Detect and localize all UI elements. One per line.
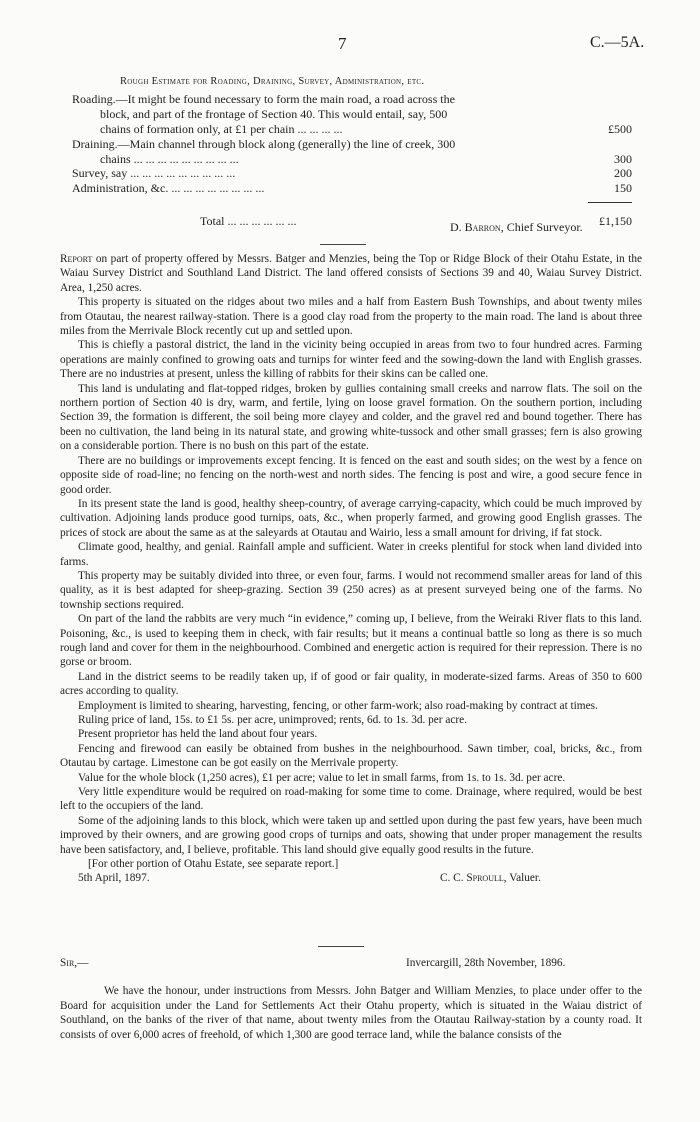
report-paragraph: This property is situated on the ridges about two miles and a half from Eastern Bush Townships, and about twenty miles from Otautau, the nearest railway-station. There is a good clay road from the property to the main road. The land is about three miles from the Merrivale Block recently cut up and settled upon.: [60, 296, 642, 338]
valuation-report: [60, 252, 642, 886]
total-rule: [588, 202, 632, 203]
letter-paragraph: We have the honour, under instructions from Messrs. John Batger and William Menzies, to place under offer to the Board for acquisition under the Land for Settlements Act their Otahu property, which is situated in the Waiau district of Southland, on the banks of the river of that name, about twenty miles from the Otautau Railway-station by a county road. It consists of over 6,000 acres of freehold, of which 1,300 are good terrace land, while the balance consists of the: [60, 985, 642, 1041]
letter-header: [60, 956, 642, 972]
report-paragraph: Some of the adjoining lands to this block, which were taken up and settled upon during the past few years, have been much improved by their owners, and are growing good crops of turnips and oats, showing that under proper management the results have been satisfactory, and, I believe, profitable. This land should give equally good results in the future.: [60, 814, 642, 856]
section-divider: [320, 244, 366, 245]
valuer-title: , Valuer.: [503, 872, 541, 885]
letter-salutation: Sir,—: [60, 957, 89, 969]
estimate-line: [72, 152, 632, 167]
report-paragraph: There are no buildings or improvements except fencing. It is fenced on the east and south sides; on the west by a fence on opposite side of road-line; no fencing on the north-west and north sides. The fencing is post and wire, a good secure fence in good order.: [60, 454, 642, 496]
report-paragraph: Value for the whole block (1,250 acres), £1 per acre; value to let in small farms, from 1s. to 1s. 3d. per acre.: [78, 771, 566, 784]
report-paragraph: Employment is limited to shearing, harvesting, fencing, or other farm-work; also road-making by contract at times.: [78, 699, 598, 712]
estimate-line: [72, 92, 632, 107]
estimate-line: [72, 166, 632, 181]
report-paragraph: Present proprietor has held the land about four years.: [78, 728, 318, 741]
report-signoff: [60, 871, 642, 885]
valuer-name: C. C. Sproull: [440, 872, 504, 885]
letter-body: [60, 984, 642, 1042]
report-paragraph: Fencing and firewood can easily be obtained from bushes in the neighbourhood. Sawn timber, coal, bricks, &c., from Otautau by cartage. Limestone can be got easily on the Merrivale property.: [60, 742, 642, 770]
estimate-total-spacer: [72, 196, 632, 214]
estimate-line: [72, 181, 632, 196]
estimate-line: [72, 107, 632, 122]
report-note: [For other portion of Otahu Estate, see separate report.]: [88, 858, 339, 871]
estimate-line-text: Roading.—It might be found necessary to form the main road, a road across the: [72, 92, 455, 106]
report-paragraph: On part of the land the rabbits are very much “in evidence,” coming up, I believe, from the Weiraki River flats to this land. Poisoning, &c., is used to keeping them in check, with fair results; but it means a continual battle so long as there is so much rough land and cover for them in the neighbourhood. Combined and energetic action is required for their repression. There is no gorse or broom.: [60, 613, 642, 669]
signature-title: , Chief Surveyor.: [500, 220, 583, 234]
report-paragraph: Report on part of property offered by Messrs. Batger and Menzies, being the Top or Ridge Block of their Otahu Estate, in the Waiau Survey District and Southland Land District. The land offered consists of Sections 39 and 40, Waiau Survey District. Area, 1,250 acres.: [60, 253, 642, 294]
estimate-line-text: chains ... ... ... ... ... ... ... ... ...: [100, 151, 239, 166]
estimate-line-amount: 200: [614, 166, 632, 181]
estimate-signature: [450, 220, 583, 235]
estimate-line-text: Administration, &c. ... ... ... ... ... ... ... ...: [72, 181, 265, 196]
letter-place-date: Invercargill, 28th November, 1896.: [406, 957, 566, 969]
report-paragraph: Ruling price of land, 15s. to £1 5s. per acre, unimproved; rents, 6d. to 1s. 3d. per acre.: [78, 714, 468, 726]
estimate-line-text: block, and part of the frontage of Section 40. This would entail, say, 500: [100, 106, 448, 121]
estimate-line-text: Draining.—Main channel through block along (generally) the line of creek, 300: [72, 136, 456, 151]
estimate-line: [72, 122, 632, 137]
estimate-line-amount: £500: [608, 121, 632, 136]
estimate-line-text: chains of formation only, at £1 per chain ... ... ... ...: [100, 121, 343, 136]
document-reference: C.—5A.: [590, 34, 645, 51]
letter-header-row: [60, 956, 642, 972]
estimate-title: Rough Estimate for Roading, Draining, Survey, Administration, etc.: [120, 76, 425, 87]
valuer-signature: [440, 871, 541, 885]
estimate-line-text: Survey, say ... ... ... ... ... ... ... ... ...: [72, 166, 236, 181]
estimate-table: [72, 92, 632, 229]
estimate-total-label: Total ... ... ... ... ... ...: [200, 214, 297, 229]
report-paragraph: Climate good, healthy, and genial. Rainfall ample and sufficient. Water in creeks plentiful for stock when land divided into farms.: [60, 541, 642, 568]
report-date: 5th April, 1897.: [78, 872, 150, 885]
estimate-total-amount: £1,150: [599, 214, 632, 229]
signature-name: D. Barron: [450, 220, 501, 234]
report-heading-word: Report: [60, 253, 93, 265]
report-paragraph: Land in the district seems to be readily taken up, if of good or fair quality, in moderate-sized farms. Areas of 350 to 600 acres according to quality.: [60, 670, 642, 698]
report-paragraph: Very little expenditure would be required on road-making for some time to come. Drainage, where required, would be best left to the occupiers of the land.: [60, 786, 642, 813]
report-paragraph: This is chiefly a pastoral district, the land in the vicinity being occupied in areas from two to four hundred acres. Farming operations are mainly confined to growing oats and turnips for winter feed and the sowing-down the land with English grasses. There are no industries at present, unless the killing of rabbits for their skins can be called one.: [60, 339, 642, 381]
report-paragraph: In its present state the land is good, healthy sheep-country, of average carrying-capacity, which could be much improved by cultivation. Adjoining lands produce good turnips, oats, &c., when properly farmed, and growing good English grasses. The prices of stock are about the same as at the saleyards at Otautau and Wairio, less a small amount for driving, if fat stock.: [60, 497, 642, 539]
page-number: 7: [338, 34, 347, 53]
report-paragraph: This property may be suitably divided into three, or even four, farms. I would not recommend smaller areas for land of this quality, as it is best adapted for sheep-grazing. Section 39 (250 acres) as at present surveyed being one of the farms. No township sections required.: [60, 569, 642, 611]
estimate-line: [72, 137, 632, 152]
report-paragraph: This land is undulating and flat-topped ridges, broken by gullies containing small creeks and narrow flats. The soil on the northern portion of Section 40 is dry, warm, and fertile, lying on loose gravel formation. On the southern portion, including Section 39, the formation is different, the soil being more clayey and colder, and the gravel red and bound together. There has been no cultivation, the land being in its natural state, and growing white-tussock and other small grasses; fern is also growing on a considerable portion. There is no bush on this part of the estate.: [60, 382, 642, 453]
estimate-line-amount: 300: [614, 151, 632, 166]
section-divider: [318, 946, 364, 947]
estimate-line-amount: 150: [614, 181, 632, 196]
